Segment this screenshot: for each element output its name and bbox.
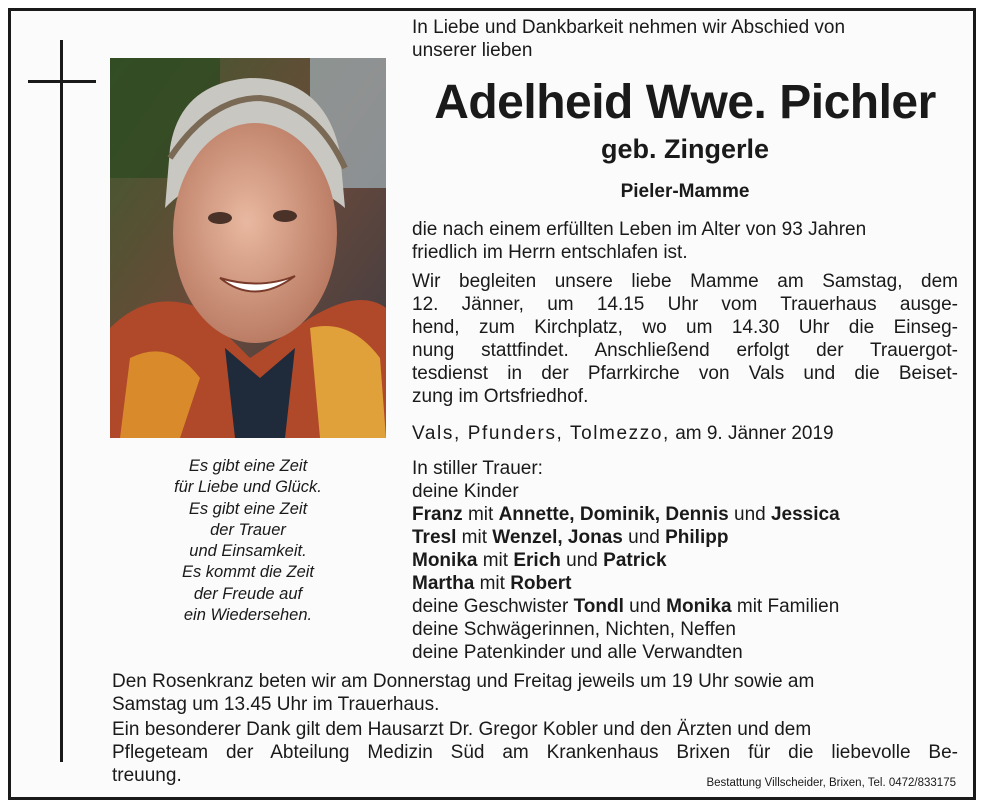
mourner-connector: und (566, 550, 598, 571)
mourner-name: Tresl (412, 527, 457, 548)
poem-line: Es gibt eine Zeit (188, 499, 308, 518)
mourner-connector: und (734, 504, 766, 525)
deceased-name: Adelheid Wwe. Pichler (434, 76, 936, 129)
mourner-name: Erich (513, 550, 561, 571)
rosary-text (112, 670, 958, 716)
mourner-name: Jessica (770, 504, 840, 525)
poem-line: der Freude auf (193, 584, 303, 603)
mourner-name: Monika (666, 596, 732, 617)
portrait-image (110, 58, 386, 438)
mourner-name: Martha (412, 573, 475, 594)
poem-line: ein Wiedersehen. (183, 606, 313, 625)
intro-line: In Liebe und Dankbarkeit nehmen wir Abschied von (412, 17, 846, 38)
mourner-name: Philipp (665, 527, 729, 548)
poem-line: Es gibt eine Zeit (188, 457, 308, 475)
in-laws-row: deine Schwägerinnen, Nichten, Neffen (412, 619, 736, 640)
mourner-name: Robert (510, 573, 572, 594)
passing-line: friedlich im Herrn entschlafen ist. (412, 242, 688, 263)
funeral-line: hend, zum Kirchplatz, wo um 14.30 Uhr die Einseg- (412, 317, 958, 338)
funeral-line: Wir begleiten unsere liebe Mamme am Samstag, dem (412, 271, 958, 292)
mourner-connector: und (628, 527, 660, 548)
intro-line: unserer lieben (412, 40, 533, 61)
place: Vals, Pfunders, Tolmezzo, (412, 423, 670, 444)
mourner-row (412, 503, 958, 526)
cross-horizontal-bar (28, 80, 96, 83)
siblings-label: deine Geschwister (412, 596, 569, 617)
funeral-line: tesdienst in der Pfarrkirche von Vals und die Beiset- (412, 363, 958, 384)
mourner-name: Monika (412, 550, 478, 571)
intro-text (412, 16, 958, 62)
funeral-text (412, 270, 958, 408)
mourner-connector: mit (467, 504, 494, 525)
thanks-line: treuung. (112, 765, 182, 786)
poem-line: Es kommt die Zeit (181, 563, 315, 582)
mourners-list (412, 457, 958, 664)
funeral-home-credit: Bestattung Villscheider, Brixen, Tel. 0472/833175 (706, 777, 956, 789)
funeral-line: zung im Ortsfriedhof. (412, 386, 589, 407)
siblings-row (412, 595, 958, 618)
mourner-connector: mit (461, 527, 487, 548)
mourner-name: Franz (412, 504, 463, 525)
mourner-name: Annette, Dominik, Dennis (498, 504, 729, 525)
portrait-photo (110, 58, 386, 438)
poem-line: für Liebe und Glück. (174, 478, 322, 497)
poem-line: und Einsamkeit. (189, 542, 307, 561)
thanks-line: Pflegeteam der Abteilung Medizin Süd am Krankenhaus Brixen für die liebevolle Be- (112, 742, 958, 763)
siblings-suffix: mit Familien (736, 596, 840, 617)
date: am 9. Jänner 2019 (675, 423, 834, 444)
mourners-heading: In stiller Trauer: (412, 458, 543, 479)
cross-vertical-bar (60, 40, 63, 762)
godchildren-row: deine Patenkinder und alle Verwandten (412, 642, 743, 663)
passing-text (412, 218, 958, 264)
mourner-name: Wenzel, Jonas (492, 527, 623, 548)
poem-line: der Trauer (210, 520, 286, 539)
funeral-line: 12. Jänner, um 14.15 Uhr vom Trauerhaus ausge- (412, 294, 958, 315)
funeral-line: nung stattfindet. Anschließend erfolgt der Trauergot- (412, 340, 958, 361)
rosary-line: Samstag um 13.45 Uhr im Trauerhaus. (112, 694, 440, 715)
rosary-line: Den Rosenkranz beten wir am Donnerstag und Freitag jeweils um 19 Uhr sowie am (112, 671, 815, 692)
nickname: Pieler-Mamme (620, 181, 750, 202)
mourner-name: Patrick (603, 550, 667, 571)
mourner-row (412, 572, 958, 595)
mourner-connector: und (629, 596, 661, 617)
poem (110, 456, 386, 626)
thanks-line: Ein besonderer Dank gilt dem Hausarzt Dr. Gregor Kobler und den Ärzten und dem (112, 719, 812, 740)
mourner-name: Tondl (573, 596, 624, 617)
mourner-connector: mit (479, 573, 505, 594)
mourner-row (412, 526, 958, 549)
passing-line: die nach einem erfüllten Leben im Alter von 93 Jahren (412, 219, 867, 240)
place-date (412, 422, 834, 445)
birth-name: geb. Zingerle (600, 134, 770, 164)
mourner-row (412, 549, 958, 572)
mourner-connector: mit (482, 550, 509, 571)
children-label: deine Kinder (412, 481, 519, 502)
